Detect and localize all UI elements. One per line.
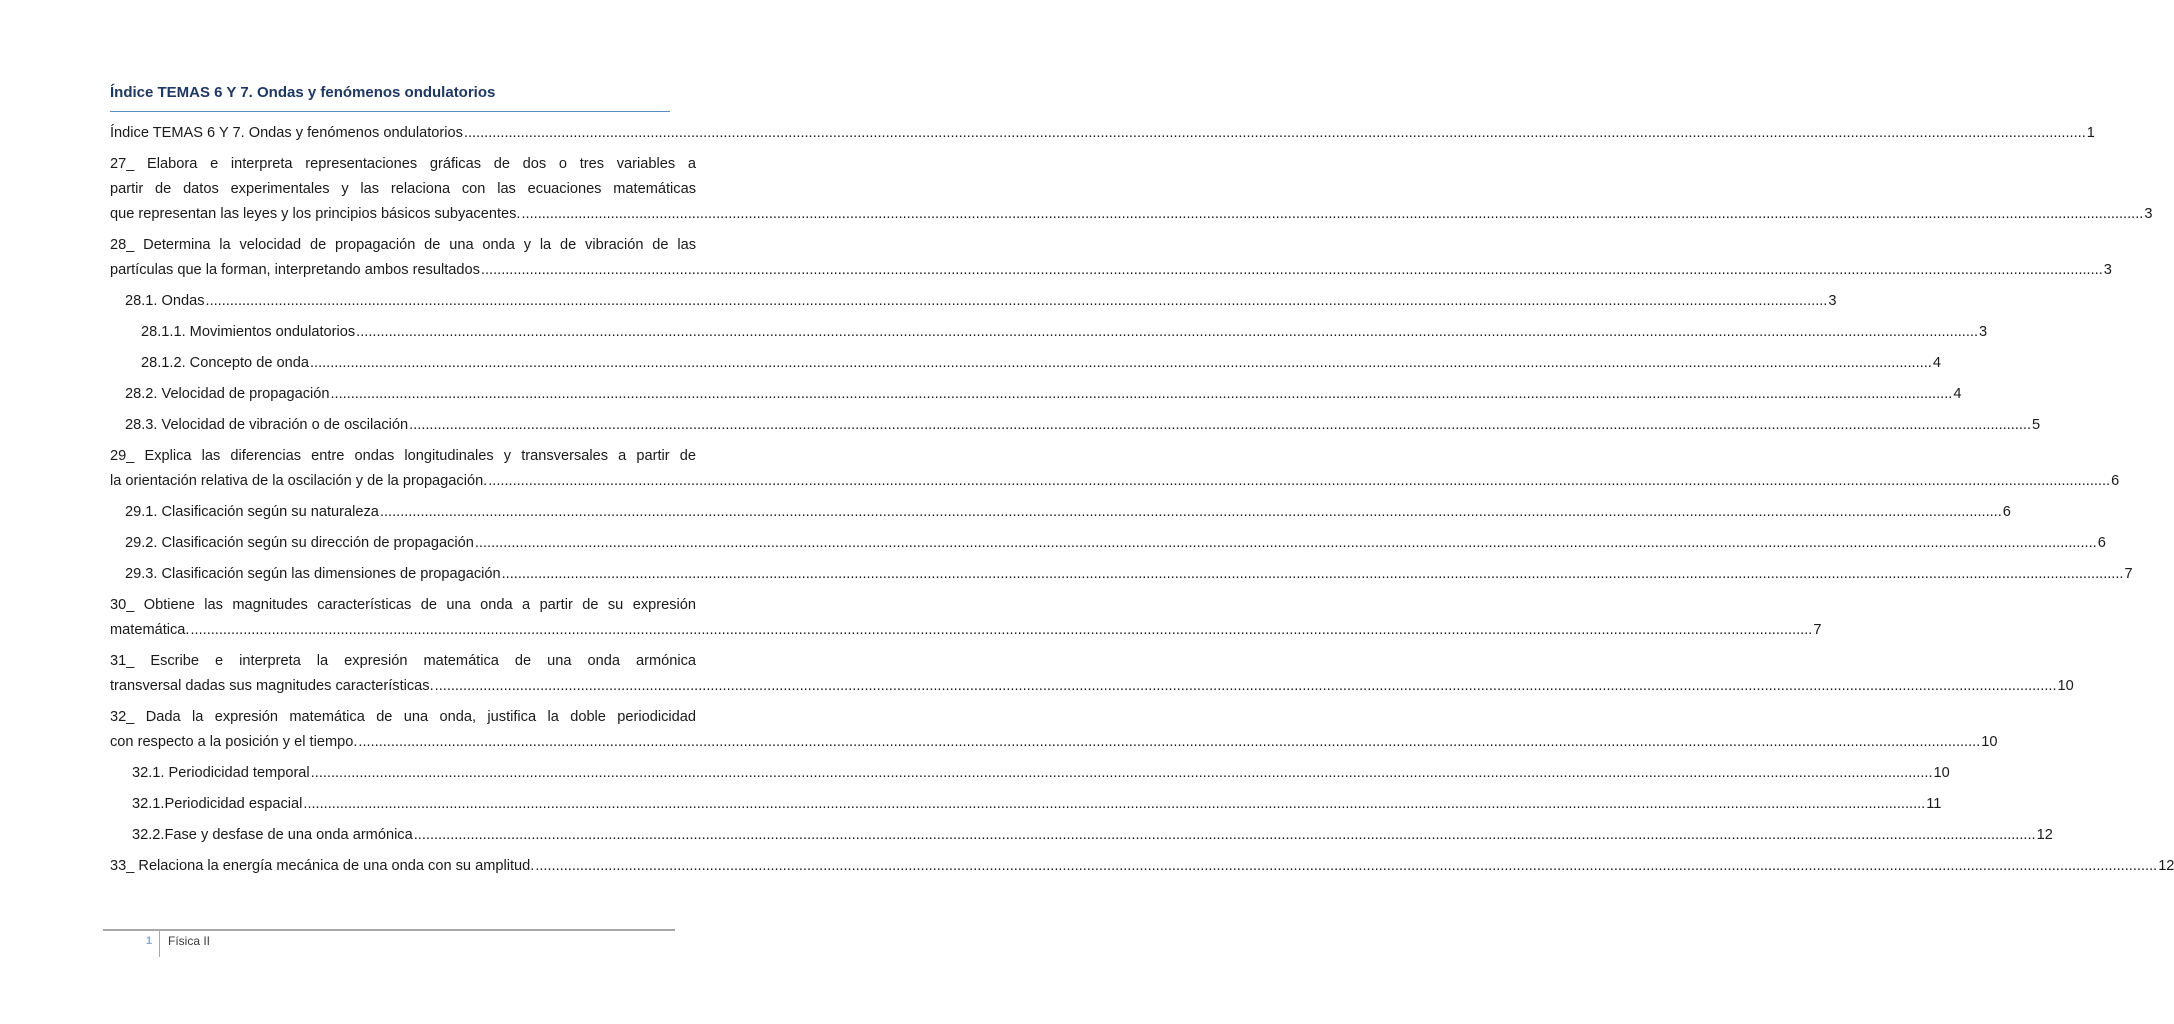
dot-leader: ................................................................................................................................................................................................................................................................................................................................................................................................................ bbox=[480, 262, 2103, 278]
toc-entry-line: partir de datos experimentales y las relaciona con las ecuaciones matemáticas bbox=[110, 181, 696, 197]
toc-entry-page: 10 bbox=[2057, 678, 2074, 694]
dot-leader: ................................................................................................................................................................................................................................................................................................................................................................................................................ bbox=[309, 355, 1932, 371]
toc-entry-page: 3 bbox=[2103, 262, 2112, 278]
toc-entry[interactable] bbox=[110, 702, 1998, 758]
toc-entry-page: 6 bbox=[2097, 535, 2106, 551]
toc-entry-page: 3 bbox=[1828, 293, 1837, 309]
footer-separator bbox=[159, 931, 160, 957]
toc-entry[interactable] bbox=[110, 559, 2133, 590]
dot-leader: ................................................................................................................................................................................................................................................................................................................................................................................................................ bbox=[356, 324, 1979, 340]
toc-entry-title: 29.2. Clasificación según su dirección de propagación bbox=[125, 535, 474, 551]
dot-leader: ................................................................................................................................................................................................................................................................................................................................................................................................................ bbox=[330, 386, 1953, 402]
toc-entry-title: matemática. bbox=[110, 622, 190, 638]
toc-entry-page: 11 bbox=[1926, 796, 1942, 812]
dot-leader: ................................................................................................................................................................................................................................................................................................................................................................................................................ bbox=[413, 827, 2036, 843]
toc-entry-page: 1 bbox=[2086, 125, 2095, 141]
toc-entry-page: 4 bbox=[1953, 386, 1962, 402]
toc-entry-title: que representan las leyes y los principios básicos subyacentes. bbox=[110, 206, 521, 222]
dot-leader: ................................................................................................................................................................................................................................................................................................................................................................................................................ bbox=[310, 765, 1933, 781]
toc-entry[interactable] bbox=[110, 789, 1942, 820]
toc-entry[interactable] bbox=[110, 528, 2106, 559]
toc-entry-title: Fase y desfase de una onda armónica bbox=[164, 827, 413, 843]
toc-entry-title: 29.3. Clasificación según las dimensiones de propagación bbox=[125, 566, 501, 582]
toc-entry-page: 5 bbox=[2032, 417, 2041, 433]
toc-entry[interactable] bbox=[110, 348, 1941, 379]
toc-entry-page: 10 bbox=[1933, 765, 1950, 781]
toc-entry-page: 6 bbox=[2111, 473, 2120, 489]
toc-entry[interactable] bbox=[110, 410, 2041, 441]
dot-leader: ................................................................................................................................................................................................................................................................................................................................................................................................................ bbox=[488, 473, 2111, 489]
toc-entry[interactable] bbox=[110, 286, 1837, 317]
toc-entry[interactable] bbox=[110, 820, 2053, 851]
toc-entry-title: 28.1. Ondas bbox=[125, 293, 205, 309]
toc-entry-number: 32.2. bbox=[132, 827, 165, 843]
footer-page-number: 1 bbox=[146, 935, 153, 947]
toc-entry-line: 29_ Explica las diferencias entre ondas longitudinales y transversales a partir de bbox=[110, 448, 696, 464]
toc-entry-page: 10 bbox=[1981, 734, 1998, 750]
toc-entry-title: con respecto a la posición y el tiempo. bbox=[110, 734, 358, 750]
toc-entry[interactable] bbox=[110, 441, 2120, 497]
toc-entry-title: Periodicidad espacial bbox=[164, 796, 303, 812]
toc-entry-page: 7 bbox=[1813, 622, 1822, 638]
toc-entry-line: 27_ Elabora e interpreta representaciones gráficas de dos o tres variables a bbox=[110, 156, 696, 172]
toc-entry-title: 28.2. Velocidad de propagación bbox=[125, 386, 330, 402]
toc-entry[interactable] bbox=[110, 118, 2095, 149]
dot-leader: ................................................................................................................................................................................................................................................................................................................................................................................................................ bbox=[303, 796, 1926, 812]
dot-leader: ................................................................................................................................................................................................................................................................................................................................................................................................................ bbox=[434, 678, 2057, 694]
title-underline bbox=[110, 111, 670, 112]
toc-entry-page: 12 bbox=[2158, 858, 2174, 874]
toc-entry-line: 31_ Escribe e interpreta la expresión matemática de una onda armónica bbox=[110, 653, 696, 669]
dot-leader: ................................................................................................................................................................................................................................................................................................................................................................................................................ bbox=[409, 417, 2032, 433]
dot-leader: ................................................................................................................................................................................................................................................................................................................................................................................................................ bbox=[358, 734, 1981, 750]
toc-entry-title: 29.1. Clasificación según su naturaleza bbox=[125, 504, 379, 520]
table-of-contents bbox=[110, 118, 2174, 882]
dot-leader: ................................................................................................................................................................................................................................................................................................................................................................................................................ bbox=[521, 206, 2144, 222]
toc-entry[interactable] bbox=[110, 646, 2074, 702]
dot-leader: ................................................................................................................................................................................................................................................................................................................................................................................................................ bbox=[463, 125, 2086, 141]
toc-entry[interactable] bbox=[110, 149, 2153, 230]
toc-entry-page: 6 bbox=[2002, 504, 2011, 520]
toc-entry[interactable] bbox=[110, 230, 2112, 286]
toc-entry-page: 7 bbox=[2124, 566, 2133, 582]
toc-entry-title: 32.1. Periodicidad temporal bbox=[132, 765, 310, 781]
dot-leader: ................................................................................................................................................................................................................................................................................................................................................................................................................ bbox=[535, 858, 2158, 874]
toc-entry-page: 3 bbox=[1979, 324, 1988, 340]
toc-entry-title: 28.1.1. Movimientos ondulatorios bbox=[141, 324, 356, 340]
dot-leader: ................................................................................................................................................................................................................................................................................................................................................................................................................ bbox=[205, 293, 1828, 309]
toc-entry-title: 28.3. Velocidad de vibración o de oscilación bbox=[125, 417, 409, 433]
toc-entry[interactable] bbox=[110, 590, 1822, 646]
footer-label: Física II bbox=[168, 934, 211, 948]
toc-entry[interactable] bbox=[110, 317, 1988, 348]
toc-entry-title: la orientación relativa de la oscilación y de la propagación. bbox=[110, 473, 488, 489]
dot-leader: ................................................................................................................................................................................................................................................................................................................................................................................................................ bbox=[379, 504, 2002, 520]
toc-entry[interactable] bbox=[110, 379, 1962, 410]
toc-entry-page: 3 bbox=[2144, 206, 2153, 222]
toc-entry-title: transversal dadas sus magnitudes características. bbox=[110, 678, 434, 694]
toc-entry-page: 12 bbox=[2036, 827, 2053, 843]
footer-divider bbox=[103, 929, 675, 931]
toc-entry-page: 4 bbox=[1932, 355, 1941, 371]
toc-entry[interactable] bbox=[110, 758, 1950, 789]
page-title: Índice TEMAS 6 Y 7. Ondas y fenómenos ondulatorios bbox=[110, 84, 496, 101]
dot-leader: ................................................................................................................................................................................................................................................................................................................................................................................................................ bbox=[190, 622, 1813, 638]
toc-entry-number: 32.1. bbox=[132, 796, 165, 812]
toc-entry-line: 32_ Dada la expresión matemática de una onda, justifica la doble periodicidad bbox=[110, 709, 696, 725]
toc-entry-line: 28_ Determina la velocidad de propagación de una onda y la de vibración de las bbox=[110, 237, 696, 253]
toc-entry-line: 30_ Obtiene las magnitudes características de una onda a partir de su expresión bbox=[110, 597, 696, 613]
toc-entry[interactable] bbox=[110, 851, 2174, 882]
toc-entry-title: 33_ Relaciona la energía mecánica de una onda con su amplitud. bbox=[110, 858, 535, 874]
dot-leader: ................................................................................................................................................................................................................................................................................................................................................................................................................ bbox=[474, 535, 2097, 551]
toc-entry-title: partículas que la forman, interpretando ambos resultados bbox=[110, 262, 480, 278]
dot-leader: ................................................................................................................................................................................................................................................................................................................................................................................................................ bbox=[501, 566, 2124, 582]
toc-entry-title: Índice TEMAS 6 Y 7. Ondas y fenómenos ondulatorios bbox=[110, 125, 463, 141]
toc-entry[interactable] bbox=[110, 497, 2011, 528]
toc-entry-title: 28.1.2. Concepto de onda bbox=[141, 355, 309, 371]
